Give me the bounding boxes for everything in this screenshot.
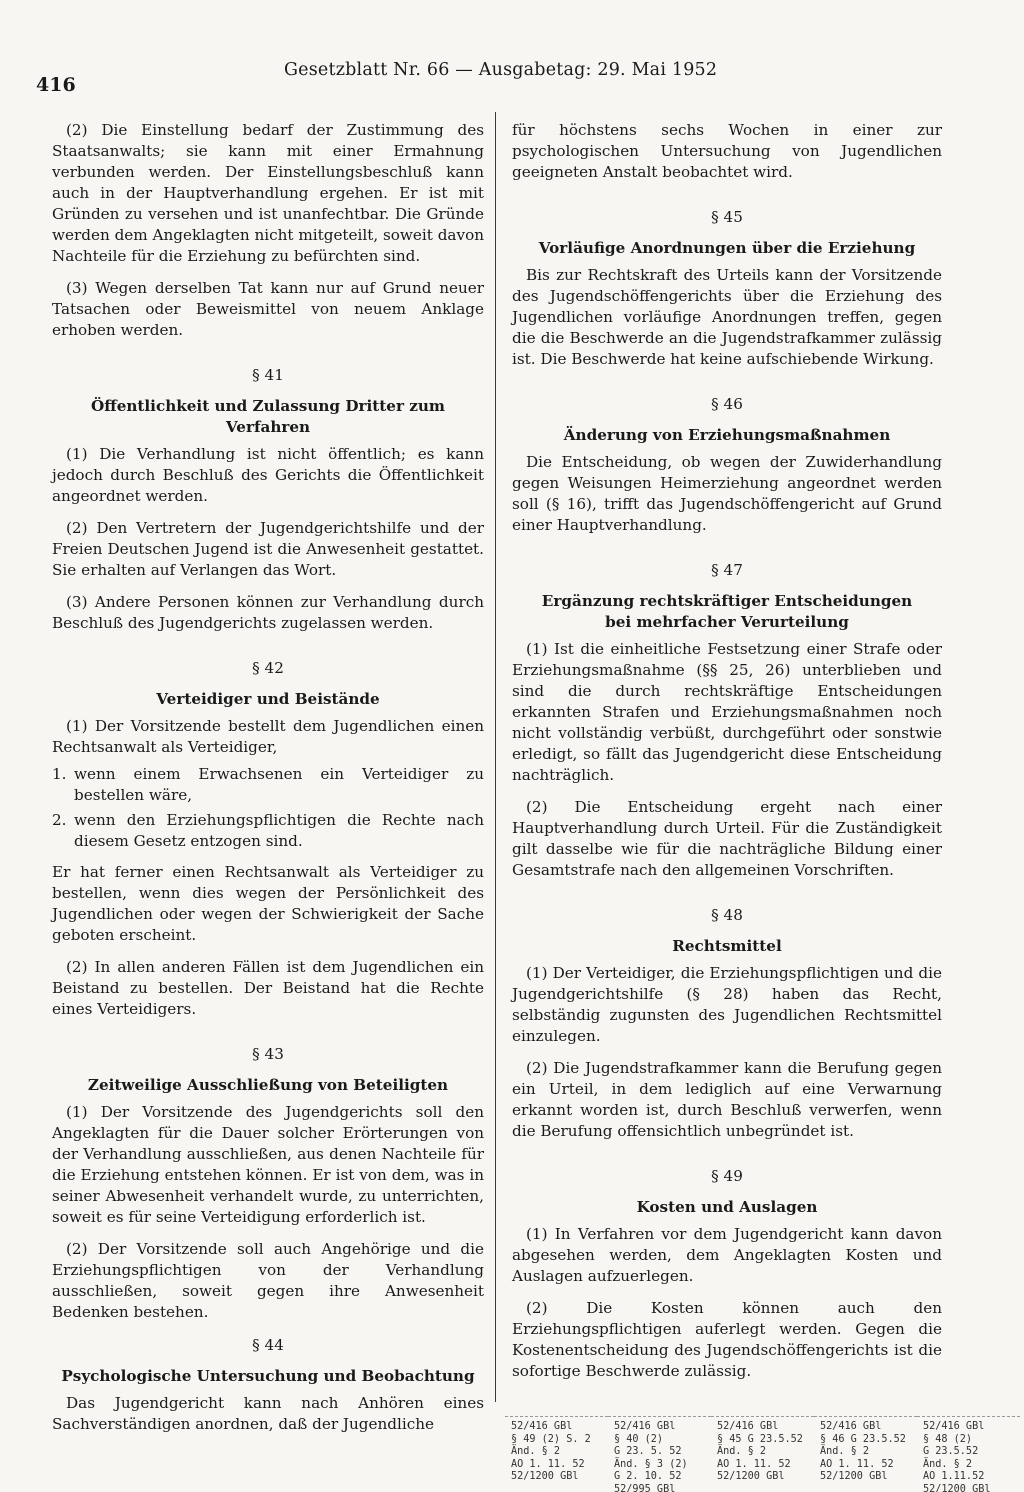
stamp-line: AO 1. 11. 52 [820, 1458, 894, 1470]
stamp-line: 52/1200 GBl [717, 1471, 785, 1482]
section-number: § 49 [711, 1167, 743, 1185]
paragraph: Das Jugendgericht kann nach Anhören eines Sachverständigen anordnen, daß der Jugendliche [52, 1394, 484, 1433]
stamp-line: G 23. 5. 52 [614, 1446, 682, 1457]
stamp-line: 52/1200 GBl [820, 1471, 888, 1482]
paragraph: (1) Der Vorsitzende bestellt dem Jugendlichen einen Rechtsanwalt als Verteidiger, [52, 717, 484, 756]
paragraph: (3) Andere Personen können zur Verhandlung durch Beschluß des Jugendgerichts zugelassen werden. [52, 593, 484, 632]
section-title: Rechtsmittel [672, 937, 782, 955]
stamp-line: Änd. § 3 (2) [614, 1458, 688, 1470]
section-number: § 43 [252, 1045, 284, 1063]
page-number: 416 [36, 74, 76, 96]
section-title: Psychologische Untersuchung und Beobachtung [61, 1367, 475, 1385]
stamp-line: § 46 G 23.5.52 [820, 1433, 906, 1445]
stamp-line: 52/416 GBl [614, 1421, 676, 1432]
reference-stamp [711, 1416, 814, 1492]
list-text: wenn einem Erwachsenen ein Verteidiger zu bestellen wäre, [74, 765, 484, 804]
paragraph: (3) Wegen derselben Tat kann nur auf Grund neuer Tatsachen oder Beweismittel von neuem Anklage erhoben werden. [52, 279, 484, 339]
stamp-line: Änd. § 2 [923, 1458, 973, 1470]
left-column [52, 120, 484, 1446]
stamp-line: 52/416 GBl [923, 1421, 985, 1432]
stamp-line: 52/995 GBl [614, 1483, 676, 1492]
paragraph: (2) Den Vertretern der Jugendgerichtshilfe und der Freien Deutschen Jugend ist die Anwesenheit gestattet. Sie erhalten auf Verlangen das Wort. [52, 519, 484, 579]
stamp-line: 52/416 GBl [511, 1421, 573, 1432]
stamp-line: Änd. § 2 [717, 1446, 767, 1457]
section-number: § 42 [252, 659, 284, 677]
paragraph: für höchstens sechs Wochen in einer zur psychologischen Untersuchung von Jugendlichen geeigneten Anstalt beobachtet wird. [512, 121, 942, 181]
stamp-line: § 48 (2) [923, 1433, 973, 1445]
paragraph: (2) Die Entscheidung ergeht nach einer Hauptverhandlung durch Urteil. Für die Zuständigkeit gilt dasselbe wie für die nachträgliche Bildung einer Gesamtstrafe nach den allgemeinen Vorschriften. [512, 798, 942, 879]
stamp-line: 52/416 GBl [820, 1421, 882, 1432]
section-title: Vorläufige Anordnungen über die Erziehung [538, 239, 916, 257]
section-number: § 46 [711, 395, 743, 413]
stamp-line: § 40 (2) [614, 1433, 664, 1445]
list-text: wenn den Erziehungspflichtigen die Rechte nach diesem Gesetz entzogen sind. [74, 811, 484, 850]
paragraph: (1) Ist die einheitliche Festsetzung einer Strafe oder Erziehungsmaßnahme (§§ 25, 26) unterblieben und sind die durch rechtskräftige Entscheidungen erkannten Strafen und Erziehungsmaßnahmen noch nicht vollständig verbüßt, durchgeführt oder sonstwie erledigt, so fällt das Jugendgericht diese Entscheidung nachträglich. [512, 640, 942, 784]
reference-stamp [505, 1416, 608, 1492]
reference-stamp [608, 1416, 711, 1492]
section-title: Kosten und Auslagen [636, 1198, 818, 1216]
stamp-line: Änd. § 2 [820, 1446, 870, 1457]
stamp-line: 52/1200 GBl [923, 1483, 991, 1492]
stamp-line: G 23.5.52 [923, 1446, 979, 1457]
stamp-line: § 49 (2) S. 2 [511, 1433, 591, 1445]
paragraph: (2) Die Kosten können auch den Erziehungspflichtigen auferlegt werden. Gegen die Kostenentscheidung des Jugendschöffengerichts ist die sofortige Beschwerde zulässig. [512, 1299, 942, 1380]
reference-stamp [917, 1416, 1020, 1492]
stamp-line: 52/416 GBl [717, 1421, 779, 1432]
list-item [52, 810, 484, 852]
page-header [36, 60, 976, 96]
paragraph: (2) Die Jugendstrafkammer kann die Berufung gegen ein Urteil, in dem lediglich auf eine Verwarnung erkannt worden ist, durch Beschluß verwerfen, wenn die Berufung offensichtlich unbegründet ist. [512, 1059, 942, 1140]
list-item [52, 764, 484, 806]
stamp-line: § 45 G 23.5.52 [717, 1433, 803, 1445]
paragraph: Bis zur Rechtskraft des Urteils kann der Vorsitzende des Jugendschöffengerichts über die Erziehung des Jugendlichen vorläufige Anordnungen treffen, gegen die die Beschwerde an die Jugendstrafkammer zulässig ist. Die Beschwerde hat keine aufschiebende Wirkung. [512, 266, 942, 368]
section-title: Öffentlichkeit und Zulassung Dritter zum Verfahren [91, 397, 445, 436]
stamp-line: AO 1. 11. 52 [511, 1458, 585, 1470]
paragraph: Er hat ferner einen Rechtsanwalt als Verteidiger zu bestellen, wenn dies wegen der Persönlichkeit des Jugendlichen oder wegen der Schwierigkeit der Sache geboten erscheint. [52, 863, 484, 944]
section-subtitle: bei mehrfacher Verurteilung [605, 613, 849, 631]
section-number: § 44 [252, 1336, 284, 1354]
paragraph: (2) Die Einstellung bedarf der Zustimmung des Staatsanwalts; sie kann mit einer Ermahnung verbunden werden. Der Einstellungsbeschluß kann auch in der Hauptverhandlung ergehen. Er ist mit Gründen zu versehen und ist unanfechtbar. Die Gründe werden dem Angeklagten nicht mitgeteilt, soweit davon Nachteile für die Erziehung zu befürchten sind. [52, 121, 484, 265]
section-title: Verteidiger und Beistände [156, 690, 380, 708]
section-title: Änderung von Erziehungsmaßnahmen [563, 426, 891, 444]
list-number: 2. [52, 811, 67, 829]
paragraph: (1) In Verfahren vor dem Jugendgericht kann davon abgesehen werden, dem Angeklagten Kosten und Auslagen aufzuerlegen. [512, 1225, 942, 1285]
paragraph: Die Entscheidung, ob wegen der Zuwiderhandlung gegen Weisungen Heimerziehung angeordnet werden soll (§ 16), trifft das Jugendschöffengericht auf Grund einer Hauptverhandlung. [512, 453, 942, 534]
list-number: 1. [52, 765, 67, 783]
right-column [512, 120, 942, 1393]
section-number: § 48 [711, 906, 743, 924]
paragraph: (2) Der Vorsitzende soll auch Angehörige und die Erziehungspflichtigen von der Verhandlung ausschließen, soweit gegen ihre Anwesenheit Bedenken bestehen. [52, 1240, 484, 1321]
gazette-title: Gesetzblatt Nr. 66 — Ausgabetag: 29. Mai 1952 [284, 60, 718, 80]
reference-stamp [814, 1416, 917, 1492]
paragraph: (1) Der Vorsitzende des Jugendgerichts soll den Angeklagten für die Dauer solcher Erörterungen von der Verhandlung ausschließen, aus denen Nachteile für die Erziehung entstehen können. Er ist von dem, was in seiner Abwesenheit verhandelt wurde, zu unterrichten, soweit es für seine Verteidigung erforderlich ist. [52, 1103, 484, 1226]
section-title: Zeitweilige Ausschließung von Beteiligten [87, 1076, 449, 1094]
section-number: § 47 [711, 561, 743, 579]
paragraph: (1) Der Verteidiger, die Erziehungspflichtigen und die Jugendgerichtshilfe (§ 28) haben das Recht, selbständig zugunsten des Jugendlichen Rechtsmittel einzulegen. [512, 964, 942, 1045]
paragraph: (1) Die Verhandlung ist nicht öffentlich; es kann jedoch durch Beschluß des Gerichts die Öffentlichkeit angeordnet werden. [52, 445, 484, 505]
column-divider [495, 112, 496, 1402]
paragraph: (2) In allen anderen Fällen ist dem Jugendlichen ein Beistand zu bestellen. Der Beistand hat die Rechte eines Verteidigers. [52, 958, 484, 1018]
section-title: Ergänzung rechtskräftiger Entscheidungen [541, 592, 913, 610]
reference-stamps [505, 1416, 1020, 1492]
section-number: § 41 [252, 366, 284, 384]
stamp-line: 52/1200 GBl [511, 1471, 579, 1482]
stamp-line: AO 1.11.52 [923, 1471, 985, 1482]
stamp-line: Änd. § 2 [511, 1446, 561, 1457]
section-number: § 45 [711, 208, 743, 226]
stamp-line: AO 1. 11. 52 [717, 1458, 791, 1470]
stamp-line: G 2. 10. 52 [614, 1471, 682, 1482]
